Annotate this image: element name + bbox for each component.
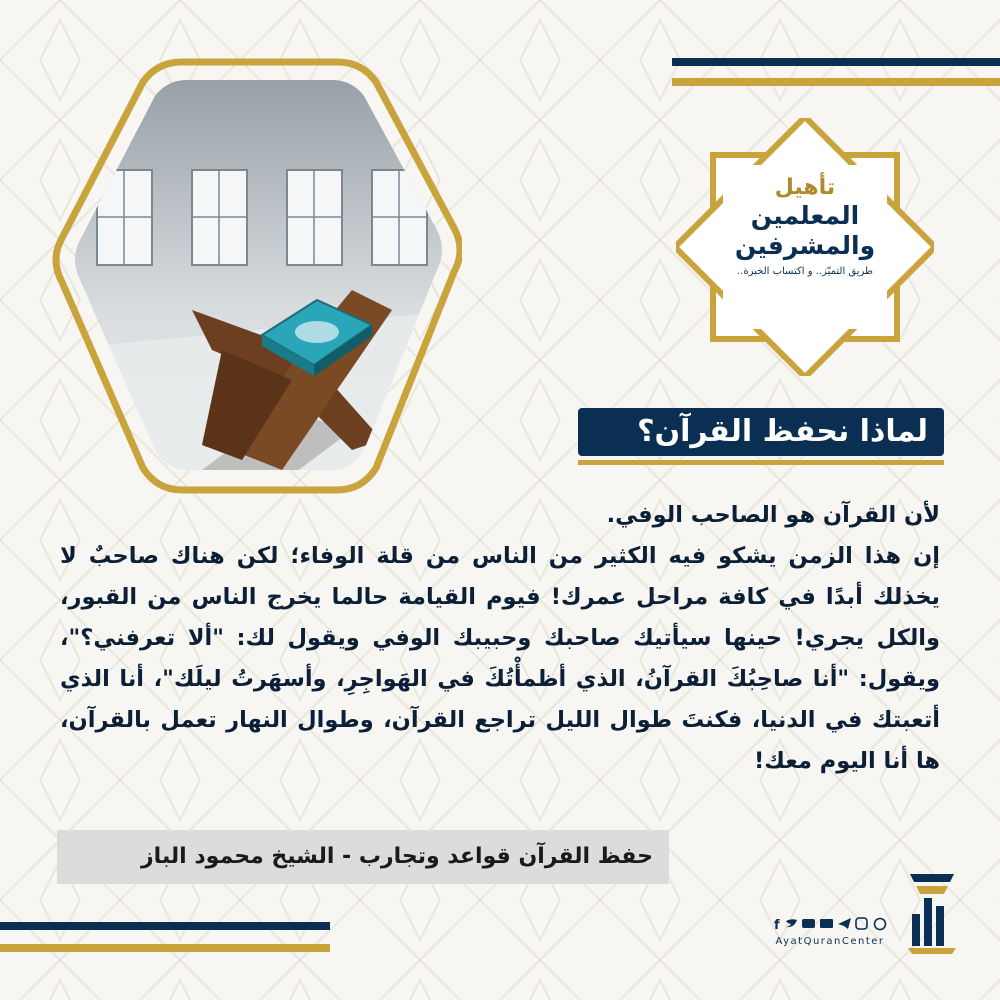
badge-line-qualification: تأهيل [774,175,836,200]
bottom-gold-bar [0,944,330,952]
website-handle: AyatQuranCenter [775,936,885,947]
top-navy-bar [672,58,1000,66]
ayat-logo [902,870,962,956]
bottom-navy-bar [0,922,330,930]
twitter-icon [786,919,797,927]
badge-line-supervisors: والمشرفين [734,231,876,260]
instagram-icon [856,918,867,929]
page-title: لماذا نحفظ القرآن؟ [637,414,928,449]
social-icons [772,914,896,934]
whatsapp-icon [875,919,886,930]
top-gold-bar [672,78,1000,86]
badge-tagline: طريق التميّز.. و اكتساب الخبرة.. [736,266,873,277]
badge-text-block [700,175,910,281]
source-citation: حفظ القرآن قواعد وتجارب - الشيخ محمود الباز [141,844,653,869]
telegram-icon [838,918,851,929]
facebook-icon: f [774,918,780,933]
youtube-icon [802,919,815,928]
badge-line-teachers: المعلمين [750,201,860,230]
body-first-line: لأن القرآن هو الصاحب الوفي. [606,502,940,528]
quran-photo [52,50,462,520]
body-paragraph: إن هذا الزمن يشكو فيه الكثير من الناس من قلة الوفاء؛ لكن هناك صاحبٌ لا يخذلك أبدًا في كافة مراحل عمرك! فيوم القيامة حالما يخرج الناس من القبور، والكل يجري! حينها سيأتيك صاحبك وحبيبك الوفي ويقول لك: "ألا تعرفني؟"، ويقول: "أنا صاحِبُكَ القرآنُ، الذي أظمأْتُكَ في الهَواجِرِ، وأسهَرتُ ليلَك"، أنا الذي أتعبتك في الدنيا، فكنتَ طوال الليل تراجع القرآن، وطوال النهار تعمل بالقرآن، ها أنا اليوم معك! [60,543,940,774]
body-text [60,495,940,782]
title-underline [578,460,944,465]
email-icon [820,919,833,928]
